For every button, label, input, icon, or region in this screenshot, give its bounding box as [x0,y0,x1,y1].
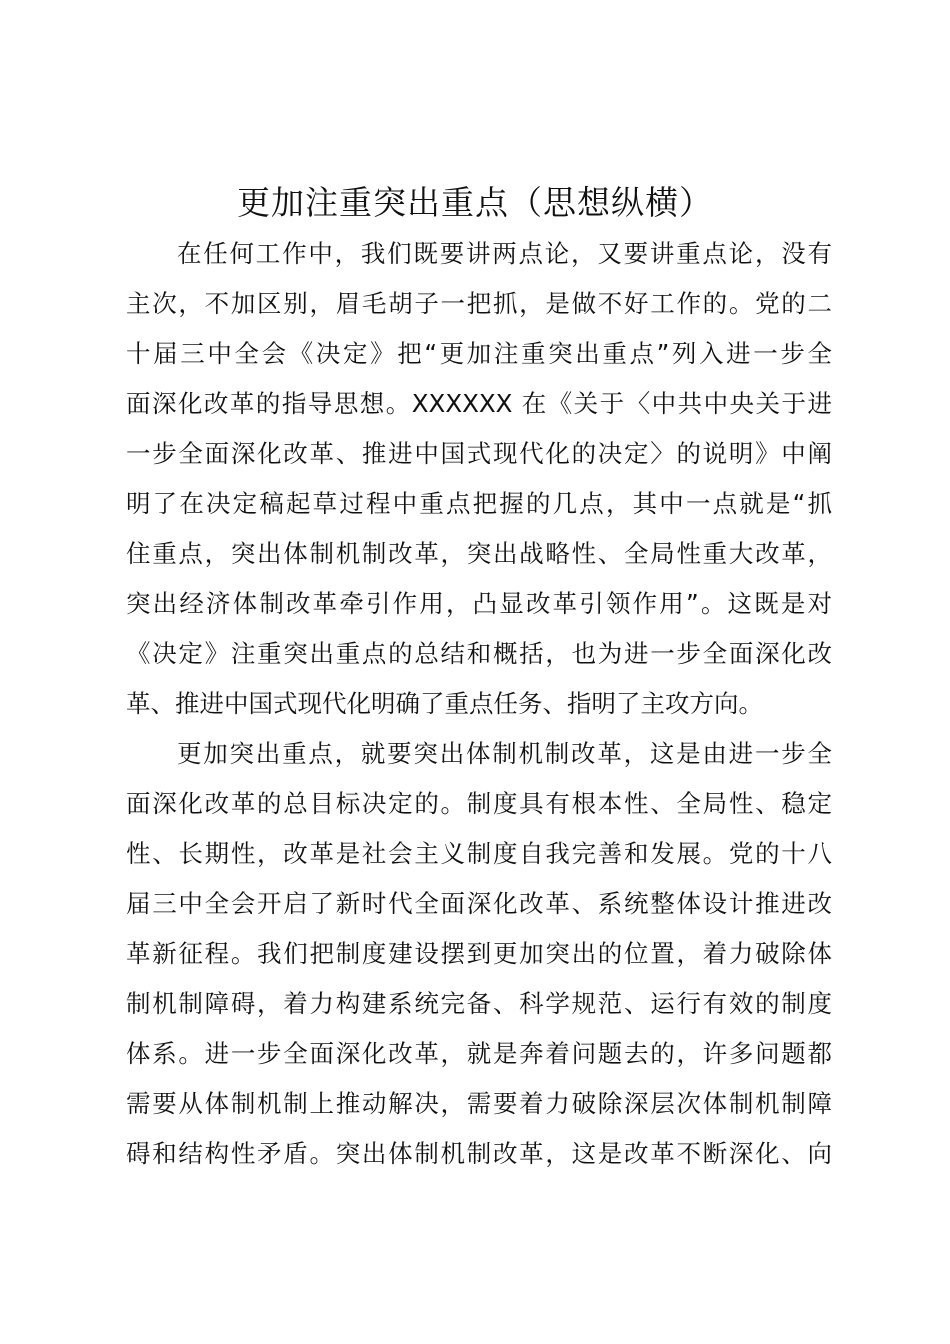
paragraph-line: 革、推进中国式现代化明确了重点任务、指明了主攻方向。 [126,689,763,718]
article-title: 更加注重突出重点（思想纵横） [237,183,713,222]
paragraph-line: 需要从体制机制上推动解决，需要着力破除深层次体制机制障 [126,1089,832,1118]
paragraph-line: 面深化改革的总目标决定的。制度具有根本性、全局性、稳定 [126,789,832,818]
paragraph-line: 十届三中全会《决定》把“更加注重突出重点”列入进一步全 [126,339,832,368]
paragraph-line: 届三中全会开启了新时代全面深化改革、系统整体设计推进改 [126,889,832,918]
paragraph-line: 制机制障碍，着力构建系统完备、科学规范、运行有效的制度 [126,989,832,1018]
paragraph-line: 住重点，突出体制机制改革，突出战略性、全局性重大改革， [126,539,832,568]
paragraph-line: 体系。进一步全面深化改革，就是奔着问题去的，许多问题都 [126,1039,832,1068]
paragraph-2 [126,729,832,1179]
paragraph-line: 突出经济体制改革牵引作用，凸显改革引领作用”。这既是对 [126,589,832,618]
paragraph-line: 《决定》注重突出重点的总结和概括，也为进一步全面深化改 [126,639,832,668]
article-body [126,229,832,1179]
paragraph-line: 革新征程。我们把制度建设摆到更加突出的位置，着力破除体 [126,939,832,968]
paragraph-line: 更加突出重点，就要突出体制机制改革，这是由进一步全 [177,739,832,768]
paragraph-line: 在任何工作中，我们既要讲两点论，又要讲重点论，没有 [177,239,832,268]
paragraph-line: 碍和结构性矛盾。突出体制机制改革，这是改革不断深化、向 [126,1139,832,1168]
paragraph-line: 面深化改革的指导思想。XXXXXX 在《关于〈中共中央关于进 [126,389,832,418]
paragraph-line: 明了在决定稿起草过程中重点把握的几点，其中一点就是“抓 [126,489,832,518]
paragraph-line: 一步全面深化改革、推进中国式现代化的决定〉的说明》中阐 [126,439,832,468]
paragraph-1 [126,229,832,729]
paragraph-line: 主次，不加区别，眉毛胡子一把抓，是做不好工作的。党的二 [126,289,832,318]
paragraph-line: 性、长期性，改革是社会主义制度自我完善和发展。党的十八 [126,839,832,868]
